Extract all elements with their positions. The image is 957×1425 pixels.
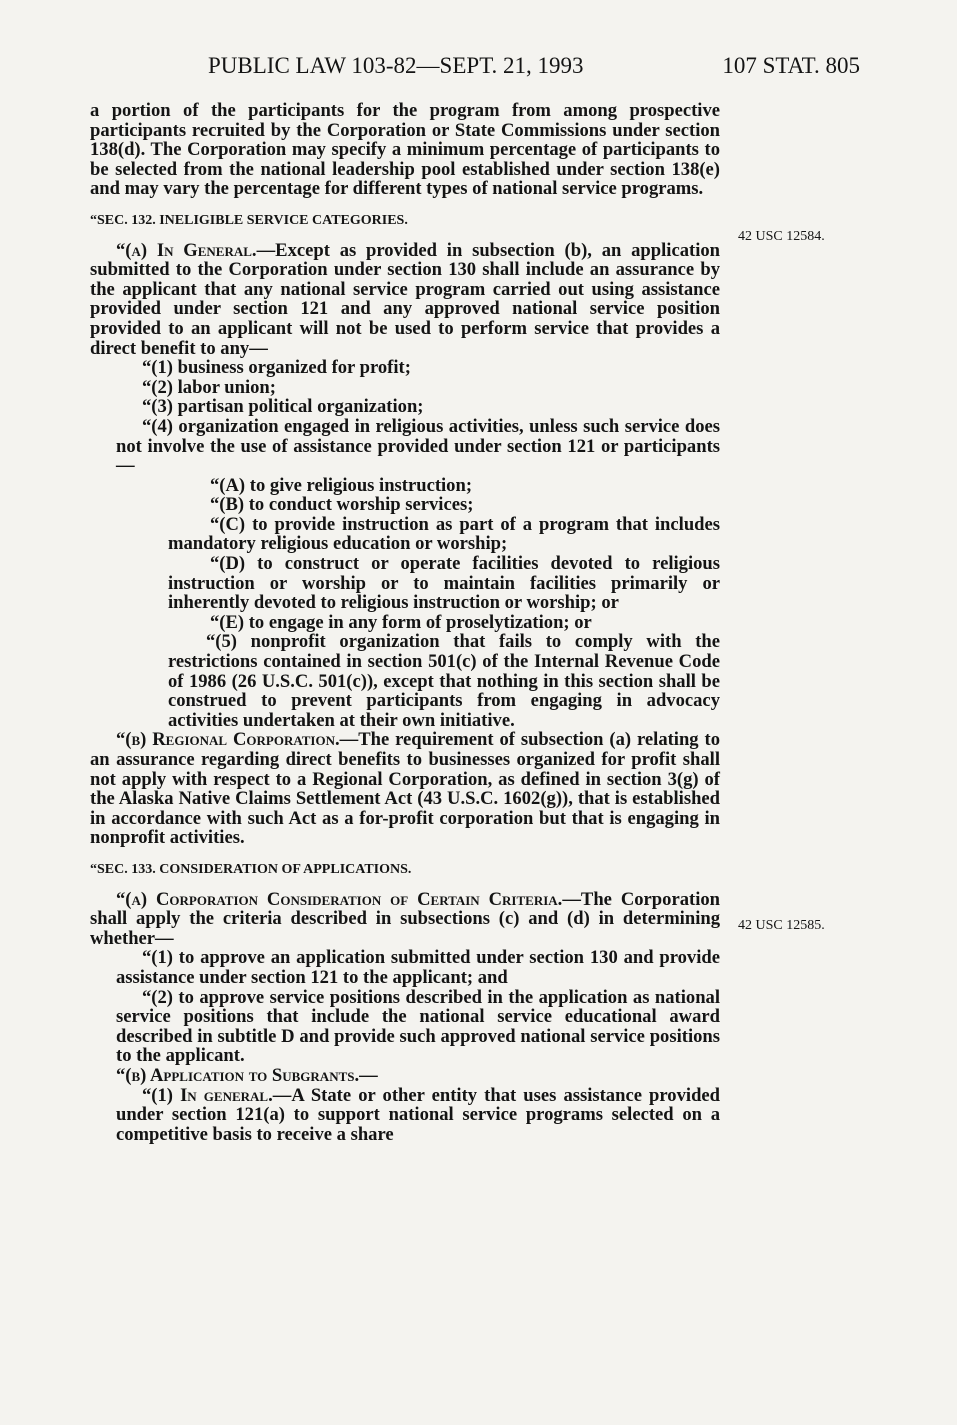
list-item-4: “(4) organization engaged in religious activities, unless such service does not involve the use of assistance provided under section 121 or participants— bbox=[116, 415, 720, 477]
margin-note-sec132: 42 USC 12584. bbox=[738, 229, 825, 244]
header-title: PUBLIC LAW 103-82—SEPT. 21, 1993 bbox=[208, 53, 584, 78]
list-item-4e: “(E) to engage in any form of proselytization; or bbox=[210, 611, 592, 633]
list-item-4b: “(B) to conduct worship services; bbox=[210, 494, 474, 516]
subsection-132-a bbox=[90, 241, 720, 359]
paragraph-label: “(1) In general. bbox=[142, 1084, 273, 1106]
page-header bbox=[90, 48, 860, 84]
margin-note-sec133: 42 USC 12585. bbox=[738, 918, 825, 933]
list-item-4a: “(A) to give religious instruction; bbox=[210, 474, 473, 496]
subsection-label: “(a) Corporation Consideration of Certain Criteria. bbox=[116, 888, 563, 910]
subsection-text: —The Corporation shall apply the criteria described in subsections (c) and (d) in determining whether— bbox=[90, 888, 720, 949]
header-stat-page: 107 STAT. 805 bbox=[722, 53, 860, 78]
subsection-label: “(a) In General. bbox=[116, 239, 257, 261]
list-item-133-1: “(1) to approve an application submitted under section 130 and provide assistance under section 121 to the applicant; and bbox=[116, 947, 720, 988]
list-item-5: “(5) nonprofit organization that fails to comply with the restrictions contained in section 501(c) of the Internal Revenue Code of 1986 (26 U.S.C. 501(c)), except that nothing in this section shall be construed to prevent participants from engaging in advocacy activities undertaken at their own initiative. bbox=[168, 631, 720, 731]
subsection-132-b bbox=[90, 730, 720, 848]
subsection-label: “(b) Application to Subgrants. bbox=[116, 1064, 360, 1086]
section-heading-133: “SEC. 133. CONSIDERATION OF APPLICATIONS. bbox=[90, 861, 412, 877]
section-heading-132: “SEC. 132. INELIGIBLE SERVICE CATEGORIES. bbox=[90, 212, 408, 228]
list-item-3: “(3) partisan political organization; bbox=[142, 396, 424, 418]
list-item-2: “(2) labor union; bbox=[142, 376, 276, 398]
subsection-133-b bbox=[90, 1066, 720, 1086]
subsection-text: —The requirement of subsection (a) relating to an assurance regarding direct benefits to businesses organized for profit shall not apply with respect to a Regional Corporation, as defined in section 3(g) of the Alaska Native Claims Settlement Act (43 U.S.C. 1602(g)), that is established in accordance with such Act as a for-profit corporation but that is engaging in nonprofit activities. bbox=[90, 729, 720, 849]
paragraph-text: —A State or other entity that uses assistance provided under section 121(a) to support national service programs selected on a competitive basis to receive a share bbox=[116, 1084, 721, 1145]
subsection-label: “(b) Regional Corporation. bbox=[116, 729, 340, 751]
list-item-1: “(1) business organized for profit; bbox=[142, 357, 411, 379]
subsection-dash: — bbox=[359, 1064, 378, 1086]
list-item-4c: “(C) to provide instruction as part of a program that includes mandatory religious education or worship; bbox=[168, 513, 720, 555]
document-body bbox=[90, 101, 720, 1144]
list-item-133-2: “(2) to approve service positions described in the application as national service positions that include the national service educational award described in subtitle D and provide such approved national service positions to the applicant. bbox=[116, 986, 720, 1067]
list-item-4d: “(D) to construct or operate facilities devoted to religious instruction or worship or to maintain facilities primarily or inherently devoted to religious instruction or worship; or bbox=[168, 553, 720, 614]
paragraph-133-b-1 bbox=[90, 1086, 720, 1145]
paragraph-intro: a portion of the participants for the program from among prospective participants recruited by the Corporation or State Commissions under section 138(d). The Corporation may specify a minimum percentage of participants to be selected from the national leadership pool established under section 138(e) and may vary the percentage for different types of national service programs. bbox=[90, 100, 720, 200]
subsection-133-a bbox=[90, 890, 720, 949]
subsection-text: —Except as provided in subsection (b), an application submitted to the Corporation under section 130 shall include an assurance by the applicant that any national service program carried out using assistance provided under section 121 and any approved national service position provided to an applicant will not be used to perform service that provides a direct benefit to any— bbox=[90, 239, 720, 359]
